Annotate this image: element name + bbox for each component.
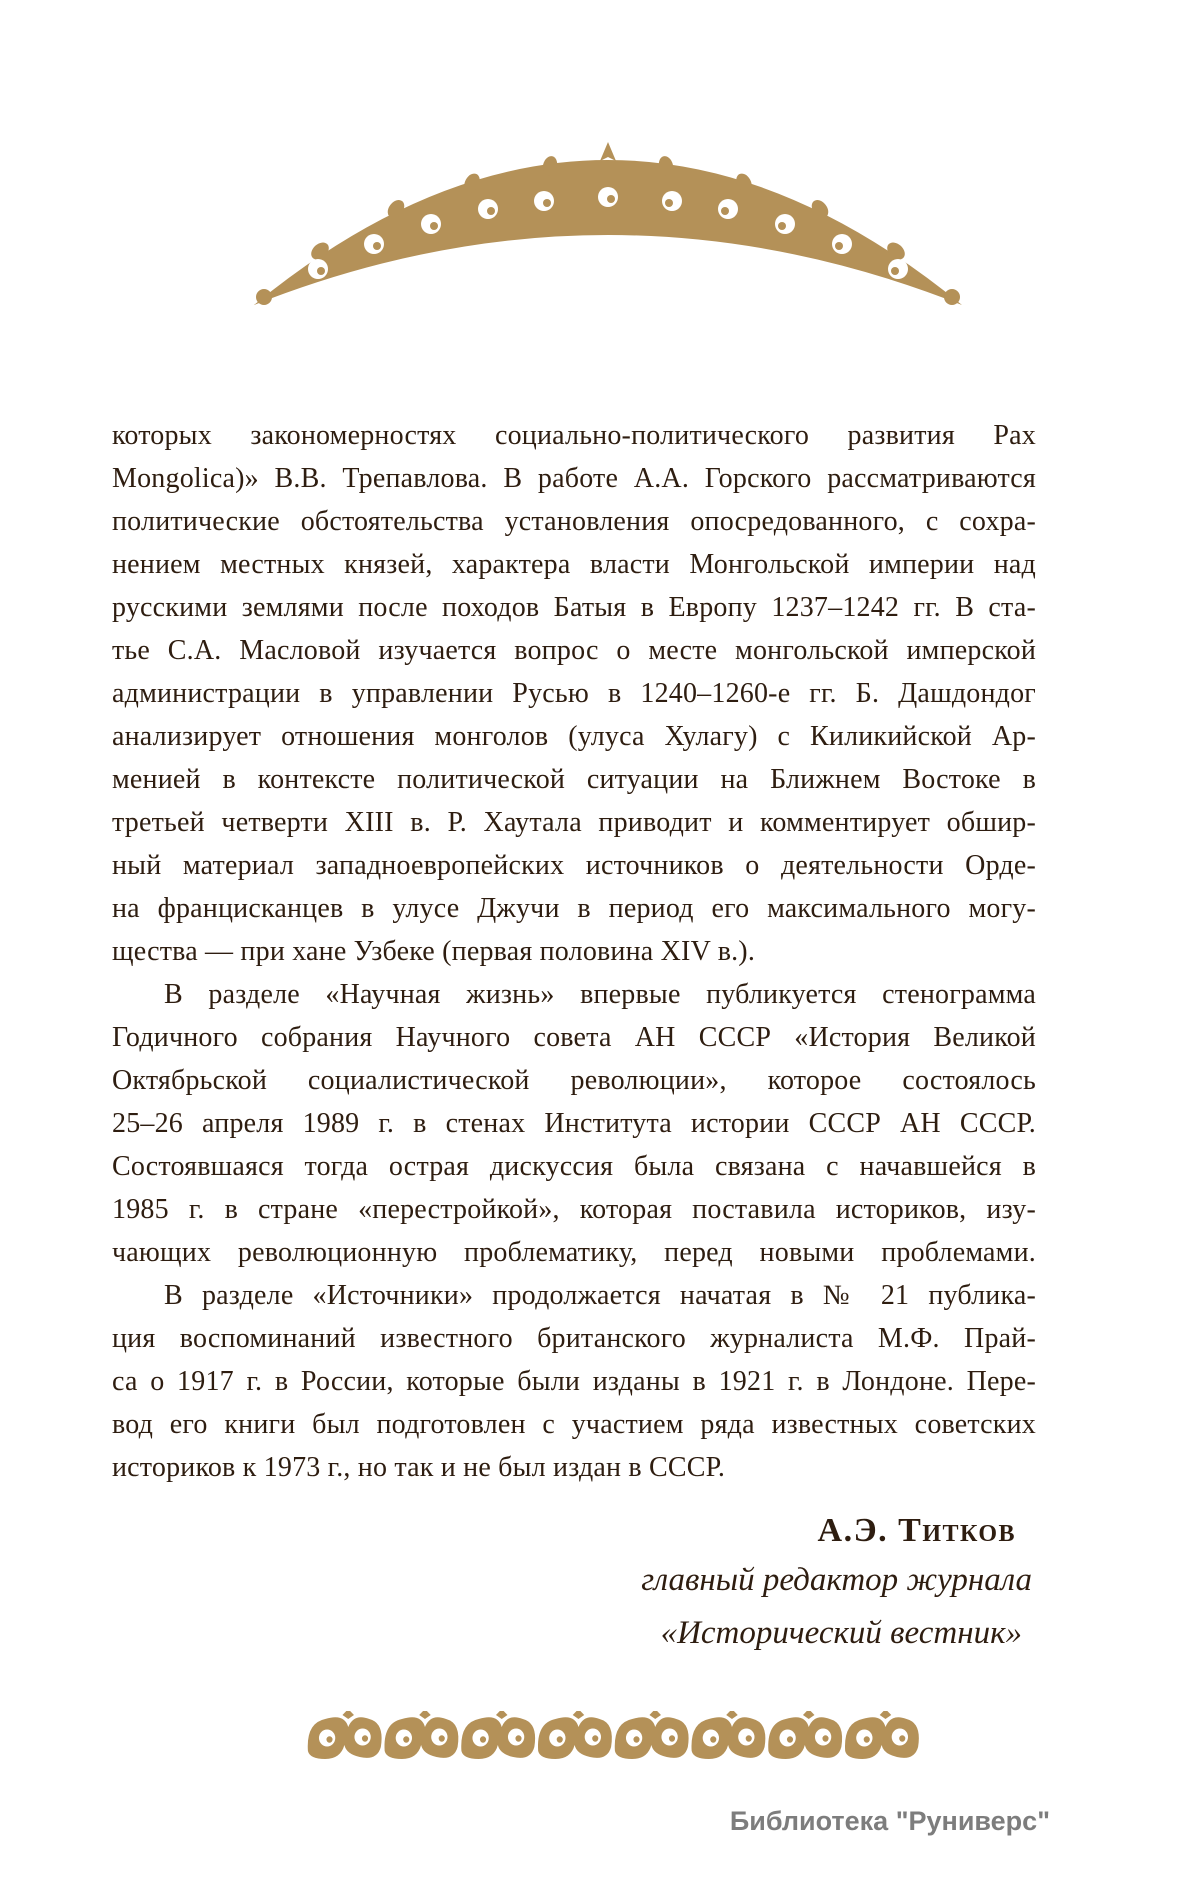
- text-line-2: Mongolica)» В.В. Трепавлова. В работе А.А. Горского рассматриваются: [112, 463, 1036, 494]
- text-line-8: анализирует отношения монголов (улуса Хулагу) с Киликийской Ар-: [112, 721, 1036, 752]
- library-watermark: Библиотека "Руниверс": [729, 1806, 1050, 1836]
- text-line-20: чающих революционную проблематику, перед новыми проблемами.: [112, 1237, 1036, 1268]
- body-text-block: [112, 414, 1036, 1489]
- text-line-9: менией в контексте политической ситуации на Ближнем Востоке в: [112, 764, 1036, 795]
- text-line-23: са о 1917 г. в России, которые были изданы в 1921 г. в Лондоне. Пере-: [112, 1366, 1036, 1397]
- text-line-13: щества — при хане Узбеке (первая половина XIV в.).: [112, 936, 756, 967]
- text-line-16: Октябрьской социалистической революции», которое состоялось: [112, 1065, 1036, 1096]
- text-line-14: В разделе «Научная жизнь» впервые публикуется стенограмма: [164, 979, 1036, 1010]
- text-line-19: 1985 г. в стране «перестройкой», которая поставила историков, изу-: [112, 1194, 1036, 1225]
- signature-block: [641, 1508, 1032, 1660]
- text-line-15: Годичного собрания Научного совета АН СССР «История Великой: [112, 1022, 1036, 1053]
- text-line-24: вод его книги был подготовлен с участием ряда известных советских: [112, 1409, 1036, 1440]
- text-line-12: на францисканцев в улусе Джучи в период его максимального могу-: [112, 893, 1036, 924]
- text-line-6: тье С.А. Масловой изучается вопрос о месте монгольской имперской: [112, 635, 1036, 666]
- text-line-4: нением местных князей, характера власти Монгольской империи над: [112, 549, 1036, 580]
- text-line-10: третьей четверти XIII в. Р. Хаутала приводит и комментирует обшир-: [112, 807, 1036, 838]
- text-line-5: русскими землями после походов Батыя в Европу 1237–1242 гг. В ста-: [112, 592, 1036, 623]
- text-line-21: В разделе «Источники» продолжается начатая в № 21 публика-: [164, 1280, 1036, 1311]
- text-line-18: Состоявшаяся тогда острая дискуссия была связана с начавшейся в: [112, 1151, 1036, 1182]
- editor-role-line2: «Исторический вестник»: [660, 1615, 1022, 1651]
- top-arch-ornament-icon: [250, 140, 970, 308]
- text-line-22: ция воспоминаний известного британского журналиста М.Ф. Прай-: [112, 1323, 1036, 1354]
- text-line-1: которых закономерностях социально-политического развития Pax: [112, 420, 1036, 451]
- text-line-17: 25–26 апреля 1989 г. в стенах Института истории СССР АН СССР.: [112, 1108, 1036, 1139]
- bottom-scroll-band-icon: [306, 1711, 920, 1763]
- text-line-3: политические обстоятельства установления опосредованного, с сохра-: [112, 506, 1036, 537]
- text-line-25: историков к 1973 г., но так и не был издан в СССР.: [112, 1452, 726, 1483]
- text-line-7: администрации в управлении Русью в 1240–1260-е гг. Б. Дашдондог: [112, 678, 1036, 709]
- editor-name: А.Э. Титков: [817, 1512, 1016, 1549]
- text-line-11: ный материал западноевропейских источников о деятельности Орде-: [112, 850, 1036, 881]
- editor-role-line1: главный редактор журнала: [641, 1562, 1032, 1598]
